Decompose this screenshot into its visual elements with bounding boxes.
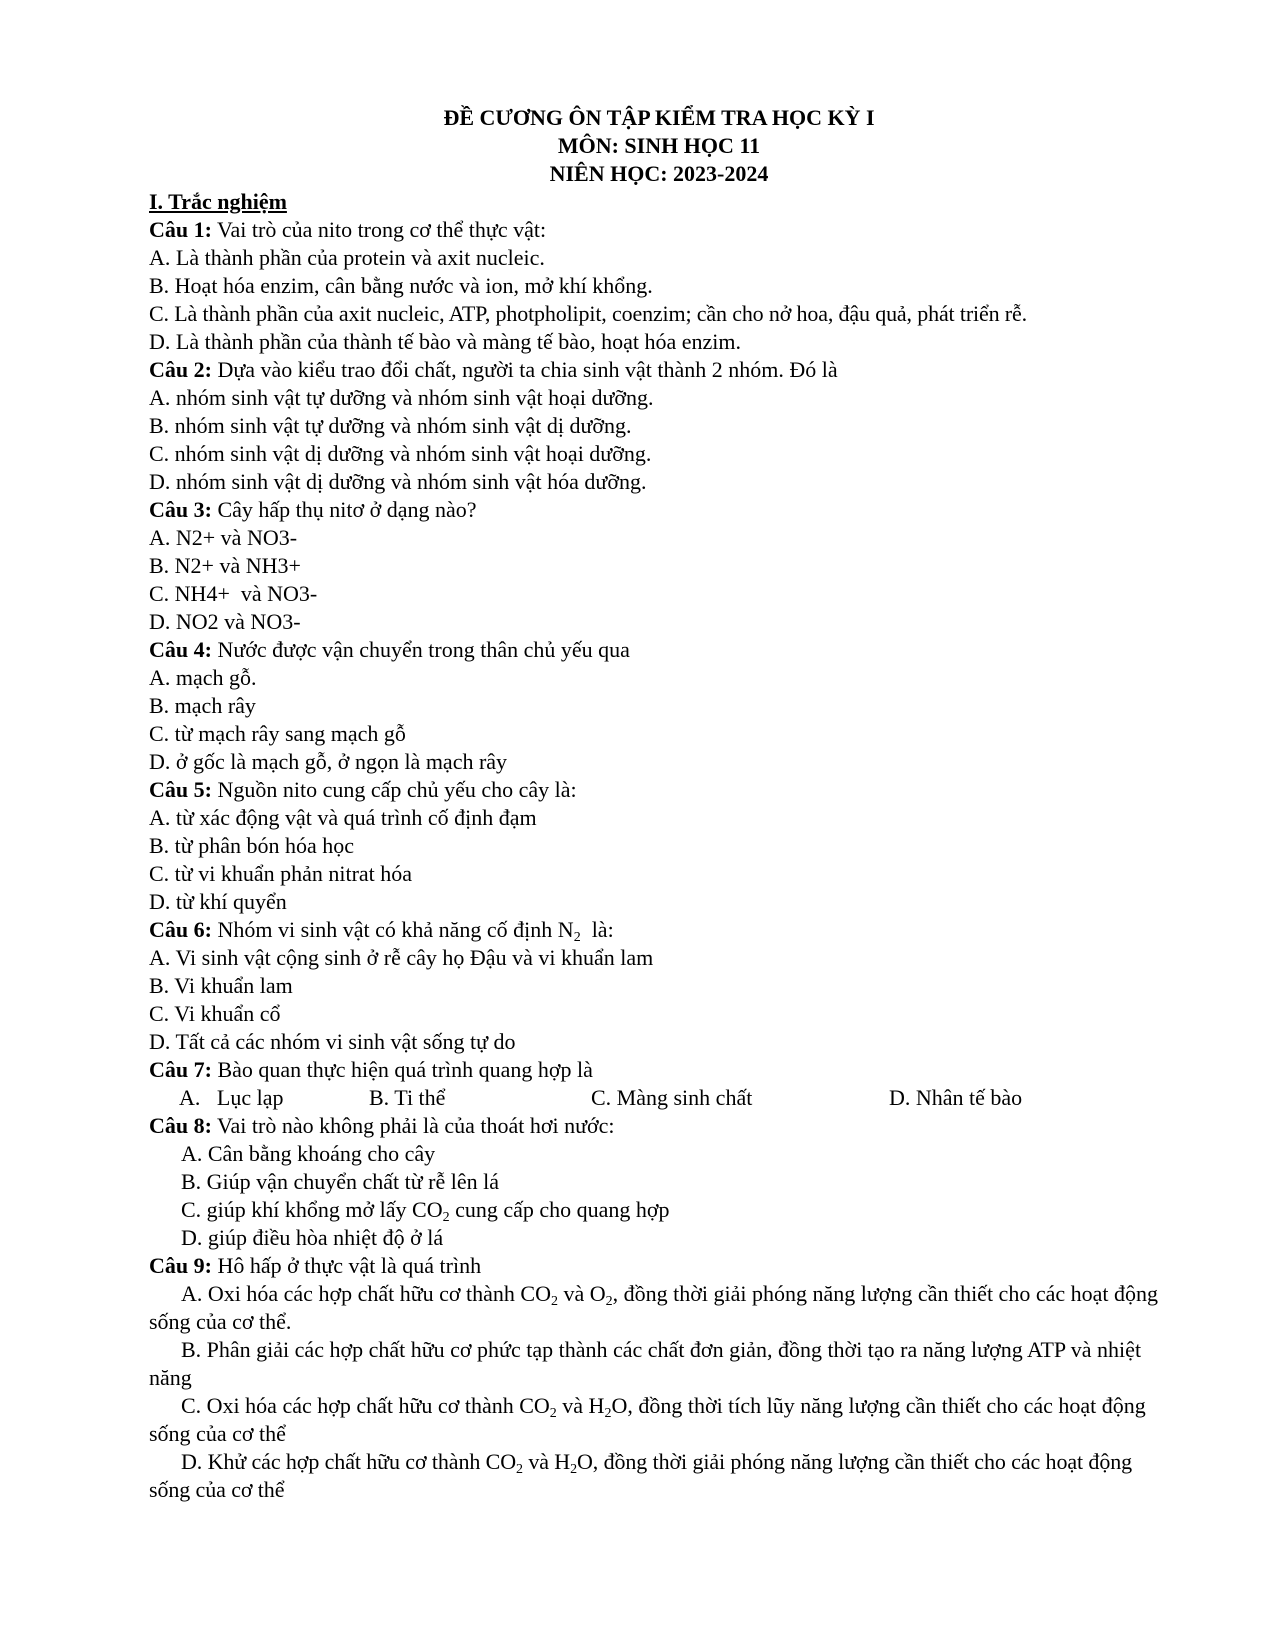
question-4 (149, 636, 1169, 664)
subscript: 2 (550, 1294, 558, 1309)
option-b: B. Hoạt hóa enzim, cân bằng nước và ion, mở khí khổng. (149, 273, 653, 298)
option-c (149, 1196, 1169, 1224)
question-text-end: là: (580, 917, 614, 942)
option-b: B. Vi khuẩn lam (149, 973, 293, 998)
document-title: ĐỀ CƯƠNG ÔN TẬP KIỂM TRA HỌC KỲ I (443, 105, 875, 130)
option-b: B. nhóm sinh vật tự dưỡng và nhóm sinh vật dị dưỡng. (149, 413, 632, 438)
question-label: Câu 4: (149, 637, 212, 662)
question-label: Câu 7: (149, 1057, 212, 1082)
option-c: C. từ mạch rây sang mạch gỗ (149, 721, 406, 746)
option-a: A. Là thành phần của protein và axit nucleic. (149, 245, 545, 270)
option-text: A. Oxi hóa các hợp chất hữu cơ thành CO (181, 1281, 551, 1306)
option-a: A. Vi sinh vật cộng sinh ở rễ cây họ Đậu và vi khuẩn lam (149, 945, 654, 970)
option-text-end: cung cấp cho quang hợp (449, 1197, 670, 1222)
subscript: 2 (573, 930, 581, 945)
option-a: A. từ xác động vật và quá trình cố định đạm (149, 805, 537, 830)
option-d: D. từ khí quyển (149, 889, 287, 914)
option-d: D. Nhân tế bào (889, 1085, 1023, 1110)
option-b: B. mạch rây (149, 693, 256, 718)
question-label: Câu 3: (149, 497, 212, 522)
question-label: Câu 5: (149, 777, 212, 802)
question-text: Nguồn nito cung cấp chủ yếu cho cây là: (211, 777, 577, 802)
option-c: C. Màng sinh chất (591, 1085, 753, 1110)
question-5 (149, 776, 1169, 804)
question-label: Câu 2: (149, 357, 212, 382)
subscript: 2 (516, 1462, 523, 1477)
question-text: Dựa vào kiểu trao đổi chất, người ta chia sinh vật thành 2 nhóm. Đó là (211, 357, 838, 382)
option-c: C. nhóm sinh vật dị dưỡng và nhóm sinh vật hoại dưỡng. (149, 441, 652, 466)
option-a (149, 1280, 1169, 1336)
option-a: A. Lục lạp (179, 1085, 284, 1110)
subscript: 2 (442, 1210, 450, 1225)
option-text: và H (556, 1393, 605, 1418)
option-text: D. Khử các hợp chất hữu cơ thành CO (181, 1449, 517, 1474)
option-b: B. Ti thể (369, 1085, 446, 1110)
question-text: Hô hấp ở thực vật là quá trình (211, 1253, 482, 1278)
option-c: C. NH4+ và NO3- (149, 581, 318, 606)
option-text: và H (522, 1449, 571, 1474)
option-text: O, đồng thời tích lũy năng lượng cần thiết cho các hoạt động sống của cơ thể (149, 1393, 1152, 1446)
question-text: Nước được vận chuyển trong thân chủ yếu qua (211, 637, 630, 662)
option-a: A. N2+ và NO3- (149, 525, 298, 550)
option-b: B. Phân giải các hợp chất hữu cơ phức tạp thành các chất đơn giản, đồng thời tạo ra năng lượng ATP và nhiệt năng (149, 1337, 1147, 1390)
option-a: A. mạch gỗ. (149, 665, 257, 690)
question-8 (149, 1112, 1169, 1140)
question-text: Cây hấp thụ nitơ ở dạng nào? (211, 497, 477, 522)
option-c: C. Vi khuẩn cổ (149, 1001, 281, 1026)
question-7 (149, 1056, 1169, 1084)
option-c: C. từ vi khuẩn phản nitrat hóa (149, 861, 413, 886)
option-b: B. Giúp vận chuyển chất từ rễ lên lá (181, 1169, 499, 1194)
option-d (149, 1448, 1169, 1504)
question-label: Câu 1: (149, 217, 212, 242)
option-text: C. Oxi hóa các hợp chất hữu cơ thành CO (181, 1393, 550, 1418)
question-1 (149, 216, 1169, 244)
option-d: D. nhóm sinh vật dị dưỡng và nhóm sinh vật hóa dưỡng. (149, 469, 647, 494)
option-text: O, đồng thời giải phóng năng lượng cần thiết cho các hoạt động sống của cơ thể (149, 1449, 1138, 1502)
option-text: , đồng thời giải phóng năng lượng cần thiết cho các hoạt động sống của cơ thể. (149, 1281, 1164, 1334)
question-text: Vai trò nào không phải là của thoát hơi nước: (211, 1113, 615, 1138)
subject-title: MÔN: SINH HỌC 11 (557, 133, 761, 158)
question-text: Vai trò của nito trong cơ thể thực vật: (211, 217, 547, 242)
subscript: 2 (605, 1294, 613, 1309)
school-year-title: NIÊN HỌC: 2023-2024 (549, 161, 769, 186)
question-text: Nhóm vi sinh vật có khả năng cố định N (211, 917, 574, 942)
subscript: 2 (549, 1406, 557, 1421)
option-d: D. ở gốc là mạch gỗ, ở ngọn là mạch rây (149, 749, 508, 774)
question-label: Câu 8: (149, 1113, 212, 1138)
question-label: Câu 6: (149, 917, 212, 942)
question-label: Câu 9: (149, 1253, 212, 1278)
option-b: B. N2+ và NH3+ (149, 553, 301, 578)
option-d: D. Là thành phần của thành tế bào và màng tế bào, hoạt hóa enzim. (149, 329, 741, 354)
option-c (149, 1392, 1169, 1448)
option-text: C. giúp khí khổng mở lấy CO (181, 1197, 443, 1222)
option-a: A. nhóm sinh vật tự dưỡng và nhóm sinh vật hoại dưỡng. (149, 385, 654, 410)
option-d: D. giúp điều hòa nhiệt độ ở lá (181, 1225, 444, 1250)
options-row (149, 1084, 1169, 1112)
option-d: D. NO2 và NO3- (149, 609, 301, 634)
subscript: 2 (570, 1462, 577, 1477)
option-text: và O (557, 1281, 606, 1306)
document-page (149, 104, 1169, 1504)
question-2 (149, 356, 1169, 384)
option-c: C. Là thành phần của axit nucleic, ATP, photpholipit, coenzim; cần cho nở hoa, đậu quả, phát triển rễ. (149, 301, 1027, 326)
question-3 (149, 496, 1169, 524)
subscript: 2 (604, 1406, 612, 1421)
option-d: D. Tất cả các nhóm vi sinh vật sống tự do (149, 1029, 516, 1054)
section-heading: I. Trắc nghiệm (149, 189, 287, 214)
option-b: B. từ phân bón hóa học (149, 833, 355, 858)
question-9 (149, 1252, 1169, 1280)
option-a: A. Cân bằng khoáng cho cây (181, 1141, 436, 1166)
question-6 (149, 916, 1169, 944)
question-text: Bào quan thực hiện quá trình quang hợp là (211, 1057, 593, 1082)
